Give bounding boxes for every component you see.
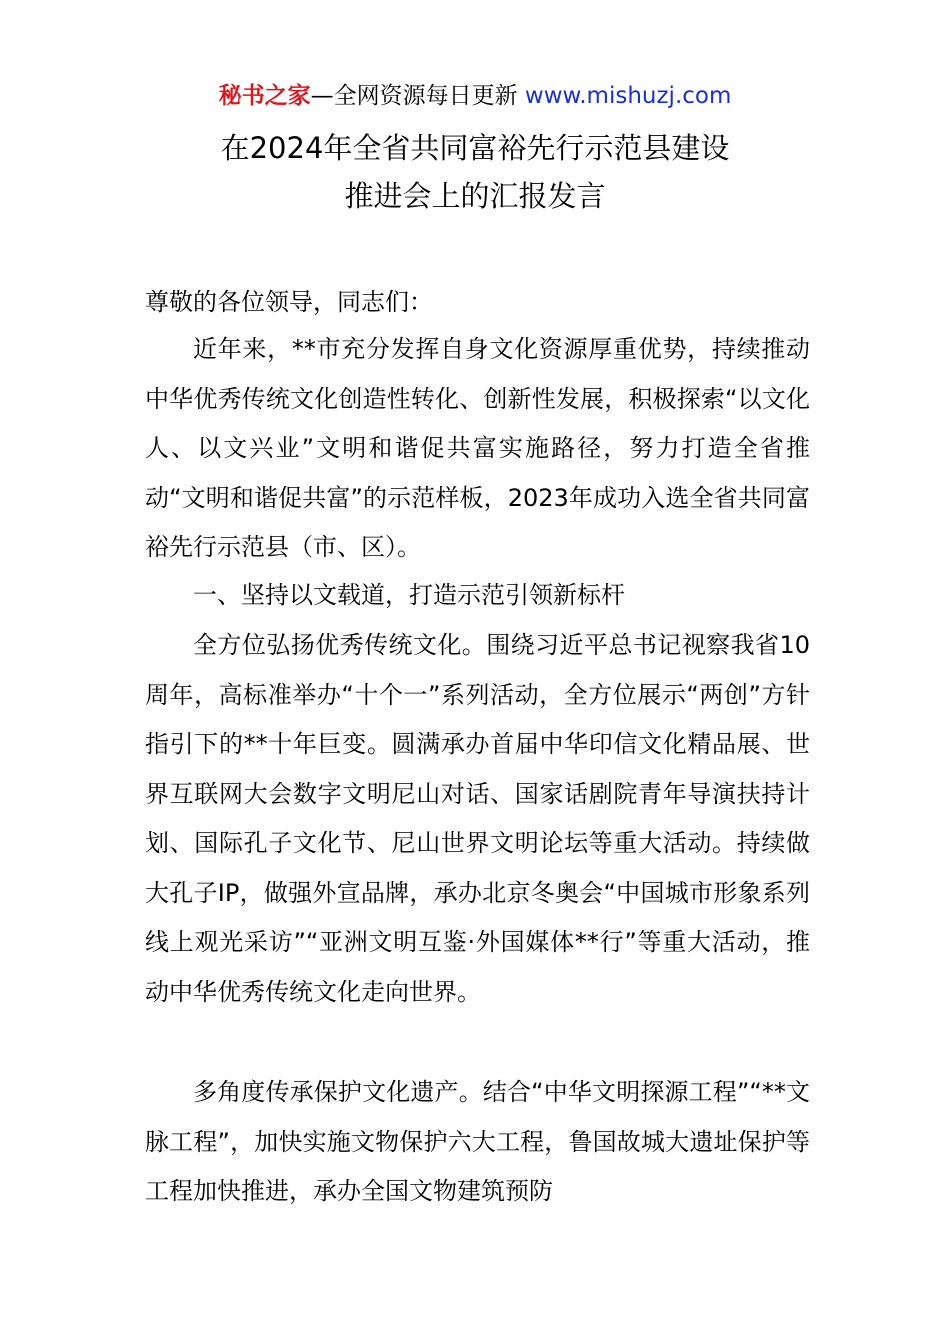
document-title-line-1: 在2024年全省共同富裕先行示范县建设 [220,131,730,165]
salutation: 尊敬的各位领导，同志们： [145,288,433,316]
paragraph-2-block [145,1068,810,1217]
paragraph-1-block [145,621,810,1017]
paragraph-2: 多角度传承保护文化遗产。结合“中华文明探源工程”“**文脉工程”，加快实施文物保护六大工程，鲁国故城大遗址保护等工程加快推进，承办全国文物建筑预防 [145,1078,810,1205]
paragraph-intro-block [145,325,810,573]
brand-name: 秘书之家 [218,83,311,109]
paragraph-1: 全方位弘扬优秀传统文化。围绕习近平总书记视察我省10周年，高标准举办“十个一”系列活动，全方位展示“两创”方针指引下的**十年巨变。圆满承办首届中华印信文化精品展、世界互联网大会数字文明尼山对话、国家话剧院青年导演扶持计划、国际孔子文化节、尼山世界文明论坛等重大活动。持续做大孔子IP，做强外宣品牌，承办北京冬奥会“中国城市形象系列线上观光采访”“亚洲文明互鉴·外国媒体**行”等重大活动，推动中华优秀传统文化走向世界。 [145,631,810,1006]
section-heading-1: 一、坚持以文载道，打造示范引领新标杆 [193,581,625,609]
site-header [0,80,950,112]
site-url[interactable]: www.mishuzj.com [524,83,732,109]
header-tagline: —全网资源每日更新 [310,83,518,109]
paragraph-intro: 近年来，**市充分发挥自身文化资源厚重优势，持续推动中华优秀传统文化创造性转化、创新性发展，积极探索“以文化人、以文兴业”文明和谐促共富实施路径，努力打造全省推动“文明和谐促共富”的示范样板，2023年成功入选全省共同富裕先行示范县（市、区）。 [145,335,810,561]
document-title-line-2: 推进会上的汇报发言 [344,179,606,213]
